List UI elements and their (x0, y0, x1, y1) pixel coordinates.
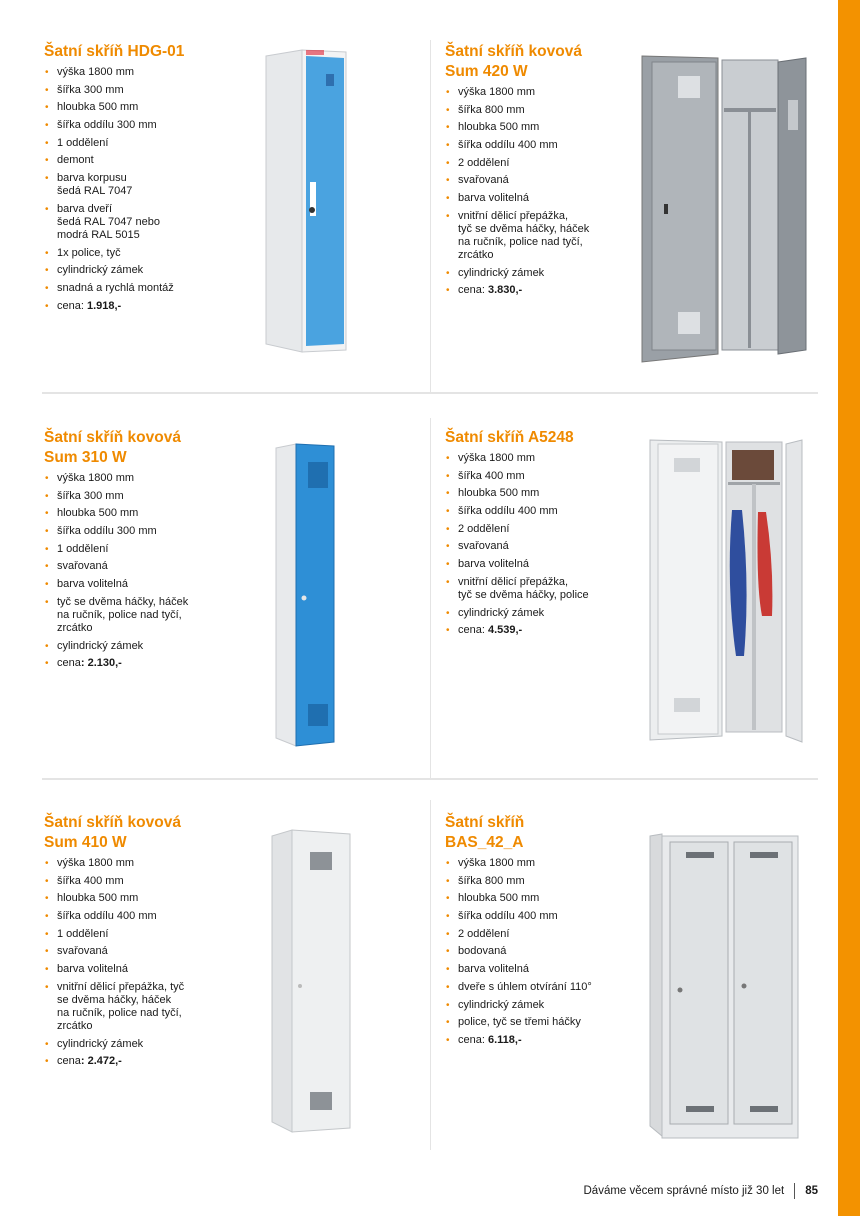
accent-side-bar (838, 0, 860, 1216)
spec-item: • cylindrický zámek (44, 264, 224, 277)
product-sum-310-w (44, 428, 224, 675)
spec-item: • šířka oddílu 300 mm (44, 119, 224, 132)
price-value: 1.918,- (86, 299, 122, 312)
price-item (445, 1034, 625, 1047)
spec-item: • svařovaná (44, 560, 224, 573)
price-item (445, 284, 625, 297)
spec-item: • hloubka 500 mm (445, 892, 625, 905)
product-bas-42-a (445, 813, 625, 1052)
spec-item: • barva dveří šedá RAL 7047 nebo modrá RAL 5015 (44, 203, 224, 242)
spec-item: • vnitřní dělicí přepážka, tyč se dvěma háčky, police (445, 576, 625, 602)
price-label: cena (57, 1055, 81, 1068)
product-title: Šatní skříň kovová Sum 310 W (44, 429, 181, 466)
price-item (44, 300, 224, 313)
spec-list (44, 66, 224, 313)
locker-a5248-image (646, 436, 806, 748)
price-label: cena: (57, 299, 87, 312)
price-label: cena: (458, 624, 488, 637)
spec-item: • svařovaná (445, 174, 625, 187)
spec-item: • barva volitelná (44, 963, 224, 976)
spec-item: • šířka oddílu 400 mm (445, 910, 625, 923)
price-value: : 2.472,- (80, 1055, 122, 1068)
product-sum-410-w (44, 813, 224, 1073)
spec-item: • cylindrický zámek (44, 640, 224, 653)
price-value: 3.830,- (487, 284, 523, 297)
spec-item: • výška 1800 mm (445, 452, 625, 465)
spec-item: • hloubka 500 mm (445, 487, 625, 500)
spec-item: • šířka 800 mm (445, 104, 625, 117)
spec-item: • 2 oddělení (445, 523, 625, 536)
spec-item: • šířka oddílu 400 mm (445, 139, 625, 152)
spec-item: • barva korpusu šedá RAL 7047 (44, 172, 224, 198)
locker-bas-42-a-image (646, 830, 802, 1142)
spec-item: • šířka oddílu 300 mm (44, 525, 224, 538)
price-item (44, 1055, 224, 1068)
spec-list (44, 472, 224, 670)
price-value: 6.118,- (487, 1033, 522, 1046)
column-divider (430, 800, 431, 1150)
spec-item: • svařovaná (445, 540, 625, 553)
spec-list (445, 86, 625, 297)
product-title: Šatní skříň A5248 (445, 429, 574, 446)
spec-item: • šířka 300 mm (44, 490, 224, 503)
spec-item: • výška 1800 mm (445, 86, 625, 99)
spec-item: • snadná a rychlá montáž (44, 282, 224, 295)
spec-item: • hloubka 500 mm (44, 892, 224, 905)
footer-slogan: Dáváme věcem správné místo již 30 let (583, 1185, 785, 1197)
spec-item: • hloubka 500 mm (44, 507, 224, 520)
spec-item: • šířka 400 mm (44, 875, 224, 888)
page-number: 85 (805, 1185, 818, 1197)
row-divider (42, 778, 818, 780)
spec-item: • cylindrický zámek (445, 999, 625, 1012)
spec-item: • výška 1800 mm (445, 857, 625, 870)
price-item (44, 657, 224, 670)
column-divider (430, 418, 431, 778)
product-a5248 (445, 428, 625, 642)
spec-item: • cylindrický zámek (445, 607, 625, 620)
spec-item: • 1x police, tyč (44, 247, 224, 260)
product-title: Šatní skříň kovová Sum 410 W (44, 814, 181, 851)
spec-item: • šířka oddílu 400 mm (44, 910, 224, 923)
price-value: 4.539,- (487, 624, 523, 637)
spec-item: • barva volitelná (445, 192, 625, 205)
page-footer (584, 1183, 819, 1199)
locker-sum-310-w-image (272, 440, 338, 752)
spec-item: • výška 1800 mm (44, 857, 224, 870)
spec-item: • šířka 300 mm (44, 84, 224, 97)
spec-item: • výška 1800 mm (44, 472, 224, 485)
spec-item: • vnitřní dělicí přepážka, tyč se dvěma háčky, háček na ručník, police nad tyčí, zrcátko (445, 210, 625, 262)
spec-item: • 1 oddělení (44, 543, 224, 556)
spec-list (44, 857, 224, 1068)
spec-item: • 1 oddělení (44, 928, 224, 941)
product-title: Šatní skříň kovová Sum 420 W (445, 43, 582, 80)
spec-item: • hloubka 500 mm (44, 101, 224, 114)
spec-item: • 1 oddělení (44, 137, 224, 150)
spec-item: • šířka 400 mm (445, 470, 625, 483)
spec-list (445, 452, 625, 637)
spec-item: • 2 oddělení (445, 157, 625, 170)
spec-item: • demont (44, 154, 224, 167)
product-title: Šatní skříň HDG-01 (44, 43, 185, 60)
spec-item: • barva volitelná (445, 963, 625, 976)
row-divider (42, 392, 818, 394)
footer-separator (794, 1183, 795, 1199)
spec-item: • barva volitelná (44, 578, 224, 591)
spec-item: • výška 1800 mm (44, 66, 224, 79)
price-label: cena: (458, 284, 488, 297)
price-label: cena: (458, 1033, 488, 1046)
locker-sum-420-w-image (638, 50, 813, 365)
product-title: Šatní skříň BAS_42_A (445, 814, 525, 851)
spec-item: • police, tyč se třemi háčky (445, 1016, 625, 1029)
spec-item: • cylindrický zámek (445, 267, 625, 280)
spec-item: • cylindrický zámek (44, 1038, 224, 1051)
spec-item: • tyč se dvěma háčky, háček na ručník, police nad tyčí, zrcátko (44, 596, 224, 635)
spec-item: • dveře s úhlem otvírání 110° (445, 981, 625, 994)
spec-item: • svařovaná (44, 945, 224, 958)
spec-item: • hloubka 500 mm (445, 121, 625, 134)
price-value: : 2.130,- (80, 657, 122, 670)
spec-item: • barva volitelná (445, 558, 625, 571)
product-sum-420-w (445, 42, 625, 302)
product-hdg-01 (44, 42, 224, 317)
spec-item: • šířka 800 mm (445, 875, 625, 888)
spec-item: • 2 oddělení (445, 928, 625, 941)
price-label: cena (57, 657, 81, 670)
price-item (445, 624, 625, 637)
spec-list (445, 857, 625, 1047)
spec-item: • vnitřní dělicí přepážka, tyč se dvěma háčky, háček na ručník, police nad tyčí, zrcátko (44, 981, 224, 1033)
locker-hdg-01-image (262, 46, 350, 356)
column-divider (430, 40, 431, 392)
locker-sum-410-w-image (268, 826, 354, 1138)
spec-item: • šířka oddílu 400 mm (445, 505, 625, 518)
spec-item: • bodovaná (445, 945, 625, 958)
